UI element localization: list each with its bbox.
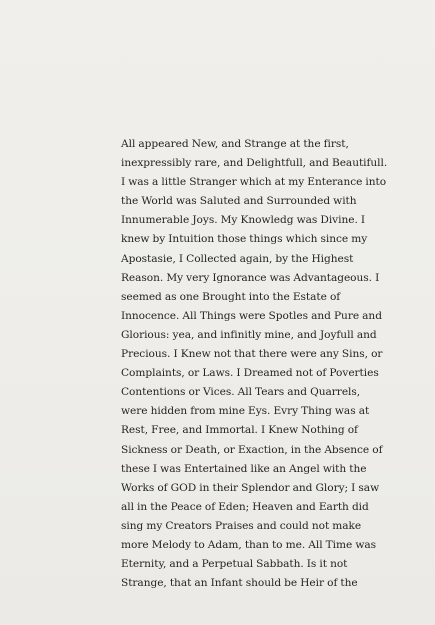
text-line: these I was Entertained like an Angel with the: [121, 462, 367, 475]
text-line: Complaints, or Laws. I Dreamed not of Poverties: [121, 367, 379, 380]
text-line: I was a little Stranger which at my Enterance into: [121, 176, 387, 189]
text-line: Reason. My very Ignorance was Advantageous. I: [121, 271, 380, 284]
text-line: Sickness or Death, or Exaction, in the Absence of: [121, 443, 383, 456]
text-line: seemed as one Brought into the Estate of: [121, 290, 341, 303]
text-line: were hidden from mine Eys. Evry Thing was at: [121, 405, 370, 418]
text-line: Works of GOD in their Splendor and Glory; I saw: [121, 481, 380, 494]
text-line: more Melody to Adam, than to me. All Time was: [121, 538, 377, 551]
text-line: Apostasie, I Collected again, by the Highest: [121, 252, 354, 265]
body-text: [121, 135, 421, 593]
text-line: All appeared New, and Strange at the first,: [121, 138, 349, 150]
text-line: Glorious: yea, and infinitly mine, and Joyfull and: [121, 328, 377, 341]
text-line: Innocence. All Things were Spotles and Pure and: [121, 309, 382, 322]
text-line: Precious. I Knew not that there were any Sins, or: [121, 348, 383, 361]
text-line: Eternity, and a Perpetual Sabbath. Is it not: [121, 558, 348, 571]
text-line: Contentions or Vices. All Tears and Quarrels,: [121, 386, 361, 399]
text-line: all in the Peace of Eden; Heaven and Earth did: [121, 500, 369, 513]
text-line: knew by Intuition those things which since my: [121, 233, 368, 246]
text-line: the World was Saluted and Surrounded with: [121, 195, 357, 208]
text-line: Innumerable Joys. My Knowledg was Divine. I: [121, 214, 366, 227]
text-line: Strange, that an Infant should be Heir of the: [121, 577, 358, 590]
text-line: inexpressibly rare, and Delightfull, and Beautifull.: [121, 157, 388, 170]
text-line: sing my Creators Praises and could not make: [121, 519, 362, 532]
text-line: Rest, Free, and Immortal. I Knew Nothing of: [121, 424, 358, 437]
